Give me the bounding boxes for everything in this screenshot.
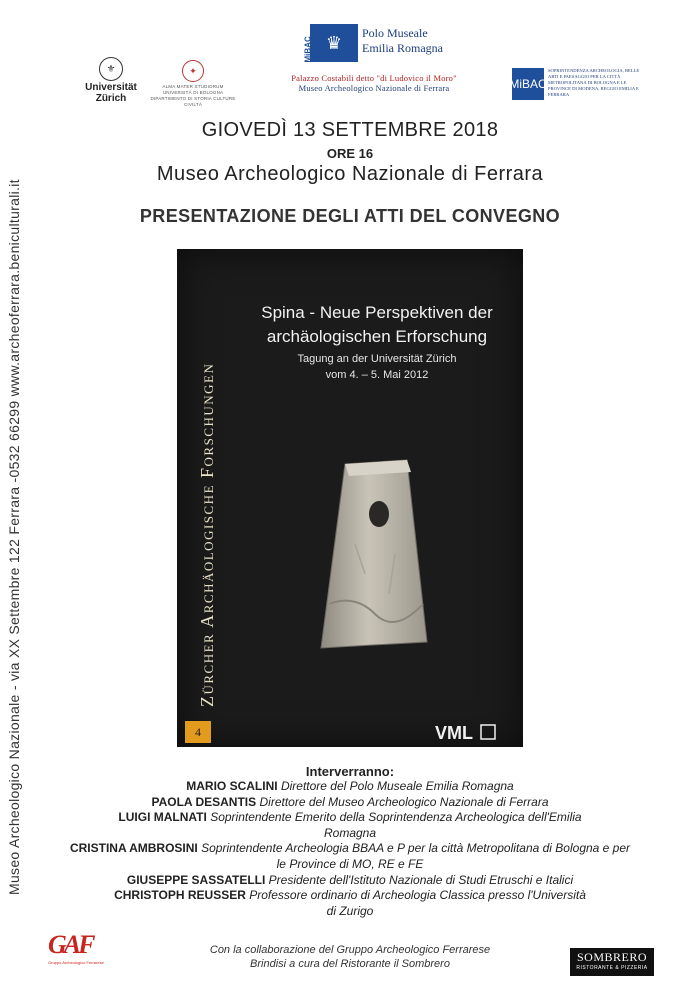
unibo-line3: DIPARTIMENTO DI STORIA CULTURE CIVILTÀ xyxy=(150,96,236,107)
polo-emblem-icon: ♛ xyxy=(310,24,358,62)
uzh-logo-line2: Zürich xyxy=(95,93,127,104)
speaker-role: Soprintendente Emerito della Soprintendenza Archeologica dell'Emilia Romagna xyxy=(210,810,582,840)
collab-line1: Con la collaborazione del Gruppo Archeologico Ferrarese xyxy=(209,944,491,956)
speakers-list xyxy=(60,779,640,919)
speaker-role: Direttore del Polo Museale Emilia Romagna xyxy=(280,779,514,793)
book-series-title: Zürcher Archäologische Forschungen xyxy=(197,362,217,707)
palazzo-line1: Palazzo Costabili detto "di Ludovico il Moro" xyxy=(291,73,457,83)
speaker-name: CRISTINA AMBROSINI xyxy=(69,841,198,856)
uzh-logo-line1: Universität xyxy=(85,82,137,93)
speaker-role: Professore ordinario di Archeologia Classica presso l'Università di Zurigo xyxy=(249,888,586,918)
speakers-heading: Interverranno: xyxy=(305,764,395,779)
speaker-name: PAOLA DESANTIS xyxy=(151,794,257,809)
book-subtitle xyxy=(247,351,507,383)
event-time: ORE 16 xyxy=(326,146,374,161)
speaker-item xyxy=(60,841,640,872)
speaker-name: LUIGI MALNATI xyxy=(118,810,207,825)
palazzo-line2: Museo Archeologico Nazionale di Ferrara xyxy=(298,83,450,93)
speaker-role: Soprintendente Archeologia BBAA e P per la città Metropolitana di Bologna e per le Province di MO, RE e FE xyxy=(201,841,631,871)
gaf-caption: Gruppo Archeologico Ferrarese xyxy=(48,960,104,965)
sombrero-name: SOMBRERO xyxy=(576,950,648,964)
uzh-logo xyxy=(85,57,137,105)
book-title xyxy=(247,301,507,349)
publisher-logo xyxy=(435,722,499,742)
collab-line2: Brindisi a cura del Ristorante il Sombrero xyxy=(250,958,450,970)
speaker-name: GIUSEPPE SASSATELLI xyxy=(126,872,266,887)
gaf-logo xyxy=(48,930,108,980)
event-date: GIOVEDÌ 13 SETTEMBRE 2018 xyxy=(201,119,499,141)
book-title-line2: archäologischen Erforschung xyxy=(266,327,488,346)
speaker-item xyxy=(60,888,640,919)
book-subtitle-line1: Tagung an der Universität Zürich xyxy=(297,353,457,365)
sombrero-sub: RISTORANTE & PIZZERIA xyxy=(576,965,648,971)
palazzo-costabili-heading xyxy=(274,73,474,93)
polo-logo-text xyxy=(362,26,443,56)
soprintendenza-logo xyxy=(509,68,642,102)
collaboration-note xyxy=(130,943,570,971)
stone-weight-image xyxy=(315,454,435,654)
speaker-item xyxy=(60,873,640,889)
vml-logo-icon xyxy=(435,722,499,742)
speaker-item xyxy=(60,810,640,841)
unibo-line1: ALMA MATER STUDIORUM xyxy=(162,84,224,89)
unibo-line2: UNIVERSITÀ DI BOLOGNA xyxy=(162,90,224,95)
polo-mibac: MiBAC xyxy=(303,36,313,63)
speaker-role: Presidente dell'Istituto Nazionale di Studi Etruschi e Italici xyxy=(268,872,574,887)
speaker-item xyxy=(60,795,640,811)
uzh-seal-icon: ⚜ xyxy=(99,57,123,81)
speaker-item xyxy=(60,779,640,795)
soprintendenza-text: SOPRINTENDENZA ARCHEOLOGIA, BELLE ARTI E PAESAGGIO PER LA CITTÀ METROPOLITANA DI BOLOGNA E LE PROVINCE DI MODENA, REGGIO EMILIA E FERRARA xyxy=(548,68,640,97)
event-venue: Museo Archeologico Nazionale di Ferrara xyxy=(156,163,544,185)
gaf-mark-icon: GAF xyxy=(48,930,93,959)
speaker-role: Direttore del Museo Archeologico Nazionale di Ferrara xyxy=(259,794,549,809)
book-subtitle-line2: vom 4. – 5. Mai 2012 xyxy=(325,369,429,381)
sombrero-logo xyxy=(570,948,654,976)
vml-logo-text: VML xyxy=(435,723,473,742)
unibo-logo xyxy=(146,60,240,108)
speaker-name: MARIO SCALINI xyxy=(186,779,278,793)
polo-museale-logo xyxy=(303,24,450,64)
sopr-mibac-icon: MiBAC xyxy=(512,68,544,100)
event-heading: PRESENTAZIONE DEGLI ATTI DEL CONVEGNO xyxy=(139,206,561,226)
polo-line2: Emilia Romagna xyxy=(362,41,443,55)
speaker-name: CHRISTOPH REUSSER xyxy=(114,888,246,903)
book-volume-badge: 4 xyxy=(185,721,211,743)
unibo-seal-icon: ✦ xyxy=(182,60,204,82)
book-cover xyxy=(177,249,523,747)
polo-line1: Polo Museale xyxy=(362,26,428,40)
vertical-contact-text: Museo Archeologico Nazionale - via XX Settembre 122 Ferrara -0532 66299 www.archeoferrara.beniculturali.it xyxy=(6,179,22,895)
book-title-line1: Spina - Neue Perspektiven der xyxy=(261,303,493,322)
